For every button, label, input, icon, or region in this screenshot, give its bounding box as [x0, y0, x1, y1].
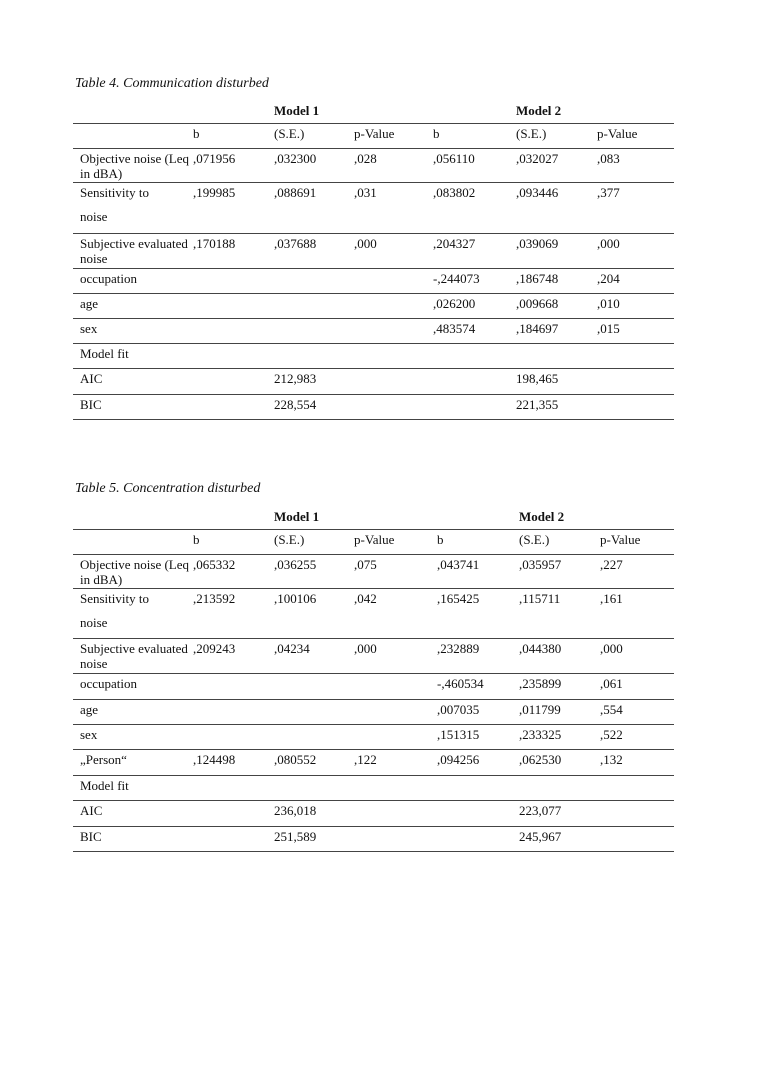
- table5-model1-label: Model 1: [274, 509, 320, 524]
- table-row: [73, 294, 674, 319]
- row-label: age: [80, 296, 99, 311]
- cell: ,032027: [516, 151, 559, 166]
- row-label: Sensitivity to: [80, 591, 149, 606]
- table5-col-se2: (S.E.): [519, 532, 550, 547]
- cell: ,161: [600, 591, 623, 606]
- table5-col-se1: (S.E.): [274, 532, 305, 547]
- cell: ,094256: [437, 752, 480, 767]
- cell: ,554: [600, 702, 623, 717]
- cell: ,170188: [193, 236, 236, 251]
- cell: ,122: [354, 752, 377, 767]
- cell: -,460534: [437, 676, 484, 691]
- cell: ,043741: [437, 557, 480, 572]
- cell: ,011799: [519, 702, 561, 717]
- cell: ,000: [597, 236, 620, 251]
- cell: ,065332: [193, 557, 236, 572]
- cell: ,483574: [433, 321, 476, 336]
- cell: ,227: [600, 557, 623, 572]
- cell: ,199985: [193, 185, 236, 200]
- cell: ,032300: [274, 151, 317, 166]
- cell: ,061: [600, 676, 623, 691]
- cell: ,039069: [516, 236, 559, 251]
- cell: ,056110: [433, 151, 475, 166]
- cell: ,093446: [516, 185, 559, 200]
- table5-col-b2: b: [437, 532, 444, 547]
- table4-col-b1: b: [193, 126, 200, 141]
- table-row: [73, 750, 674, 776]
- cell: ,088691: [274, 185, 317, 200]
- cell: ,000: [354, 236, 377, 251]
- table-row: [73, 589, 674, 639]
- row-label-continued: noise: [80, 209, 108, 224]
- row-label: „Person“: [80, 752, 127, 767]
- cell: ,209243: [193, 641, 236, 656]
- cell: 198,465: [516, 371, 559, 386]
- table4-model2-label: Model 2: [516, 103, 562, 118]
- cell: ,213592: [193, 591, 236, 606]
- cell: ,186748: [516, 271, 559, 286]
- cell: ,036255: [274, 557, 317, 572]
- row-label: age: [80, 702, 99, 717]
- cell: ,007035: [437, 702, 480, 717]
- table5-column-header-row: [73, 529, 674, 555]
- table-row: [73, 674, 674, 700]
- row-label: Sensitivity to: [80, 185, 149, 200]
- cell: ,010: [597, 296, 620, 311]
- cell: ,124498: [193, 752, 236, 767]
- cell: ,035957: [519, 557, 562, 572]
- table4-col-p2: p-Value: [597, 126, 638, 141]
- table4-col-p1: p-Value: [354, 126, 395, 141]
- cell: ,083802: [433, 185, 476, 200]
- table5-model-header-row: [73, 507, 674, 529]
- row-label: Subjective evaluated noise: [80, 641, 188, 671]
- cell: ,080552: [274, 752, 317, 767]
- cell: 212,983: [274, 371, 317, 386]
- table-row: [73, 149, 674, 183]
- table5-col-p2: p-Value: [600, 532, 641, 547]
- cell: ,037688: [274, 236, 317, 251]
- table-row: [73, 183, 674, 234]
- table-row: [73, 344, 674, 369]
- cell: ,377: [597, 185, 620, 200]
- cell: ,000: [600, 641, 623, 656]
- table4-column-header-row: [73, 123, 674, 149]
- table-row: [73, 725, 674, 750]
- cell: 223,077: [519, 803, 562, 818]
- table-row: [73, 639, 674, 674]
- cell: ,042: [354, 591, 377, 606]
- table-row: [73, 776, 674, 801]
- row-label: AIC: [80, 371, 103, 386]
- cell: ,232889: [437, 641, 480, 656]
- table4: [73, 101, 674, 420]
- cell: ,522: [600, 727, 623, 742]
- row-label: Subjective evaluated noise: [80, 236, 188, 266]
- table4-caption: Table 4. Communication disturbed: [75, 76, 269, 91]
- cell: ,071956: [193, 151, 236, 166]
- table4-col-se2: (S.E.): [516, 126, 547, 141]
- cell: ,009668: [516, 296, 559, 311]
- row-label: sex: [80, 727, 98, 742]
- table-row: [73, 395, 674, 420]
- cell: ,233325: [519, 727, 562, 742]
- table5-model2-label: Model 2: [519, 509, 565, 524]
- cell: ,026200: [433, 296, 476, 311]
- row-label: Model fit: [80, 346, 129, 361]
- cell: ,165425: [437, 591, 480, 606]
- cell: ,083: [597, 151, 620, 166]
- cell: 228,554: [274, 397, 317, 412]
- cell: ,04234: [274, 641, 310, 656]
- row-label: Objective noise (Leq in dBA): [80, 557, 190, 587]
- table4-col-b2: b: [433, 126, 440, 141]
- cell: ,031: [354, 185, 377, 200]
- table-row: [73, 827, 674, 852]
- table-row: [73, 269, 674, 294]
- table5-col-p1: p-Value: [354, 532, 395, 547]
- table5-caption: Table 5. Concentration disturbed: [75, 481, 261, 496]
- table-row: [73, 319, 674, 344]
- row-label: AIC: [80, 803, 103, 818]
- cell: 251,589: [274, 829, 317, 844]
- table4-model-header-row: [73, 101, 674, 123]
- table-row: [73, 801, 674, 827]
- cell: ,075: [354, 557, 377, 572]
- cell: ,132: [600, 752, 623, 767]
- cell: ,151315: [437, 727, 480, 742]
- cell: ,235899: [519, 676, 562, 691]
- cell: -,244073: [433, 271, 480, 286]
- cell: ,028: [354, 151, 377, 166]
- cell: ,000: [354, 641, 377, 656]
- cell: ,184697: [516, 321, 559, 336]
- table5: [73, 507, 674, 852]
- table4-col-se1: (S.E.): [274, 126, 305, 141]
- row-label: occupation: [80, 271, 138, 286]
- table-row: [73, 234, 674, 269]
- row-label: BIC: [80, 397, 102, 412]
- cell: ,044380: [519, 641, 562, 656]
- row-label: sex: [80, 321, 98, 336]
- cell: ,204: [597, 271, 620, 286]
- cell: ,062530: [519, 752, 562, 767]
- row-label-continued: noise: [80, 615, 108, 630]
- table4-model1-label: Model 1: [274, 103, 320, 118]
- cell: 245,967: [519, 829, 562, 844]
- table-row: [73, 555, 674, 589]
- table-row: [73, 369, 674, 395]
- row-label: Model fit: [80, 778, 129, 793]
- cell: ,100106: [274, 591, 317, 606]
- cell: ,015: [597, 321, 620, 336]
- cell: ,115711: [519, 591, 561, 606]
- row-label: Objective noise (Leq in dBA): [80, 151, 190, 181]
- table5-col-b1: b: [193, 532, 200, 547]
- cell: ,204327: [433, 236, 476, 251]
- cell: 236,018: [274, 803, 317, 818]
- table-row: [73, 700, 674, 725]
- row-label: occupation: [80, 676, 138, 691]
- cell: 221,355: [516, 397, 559, 412]
- row-label: BIC: [80, 829, 102, 844]
